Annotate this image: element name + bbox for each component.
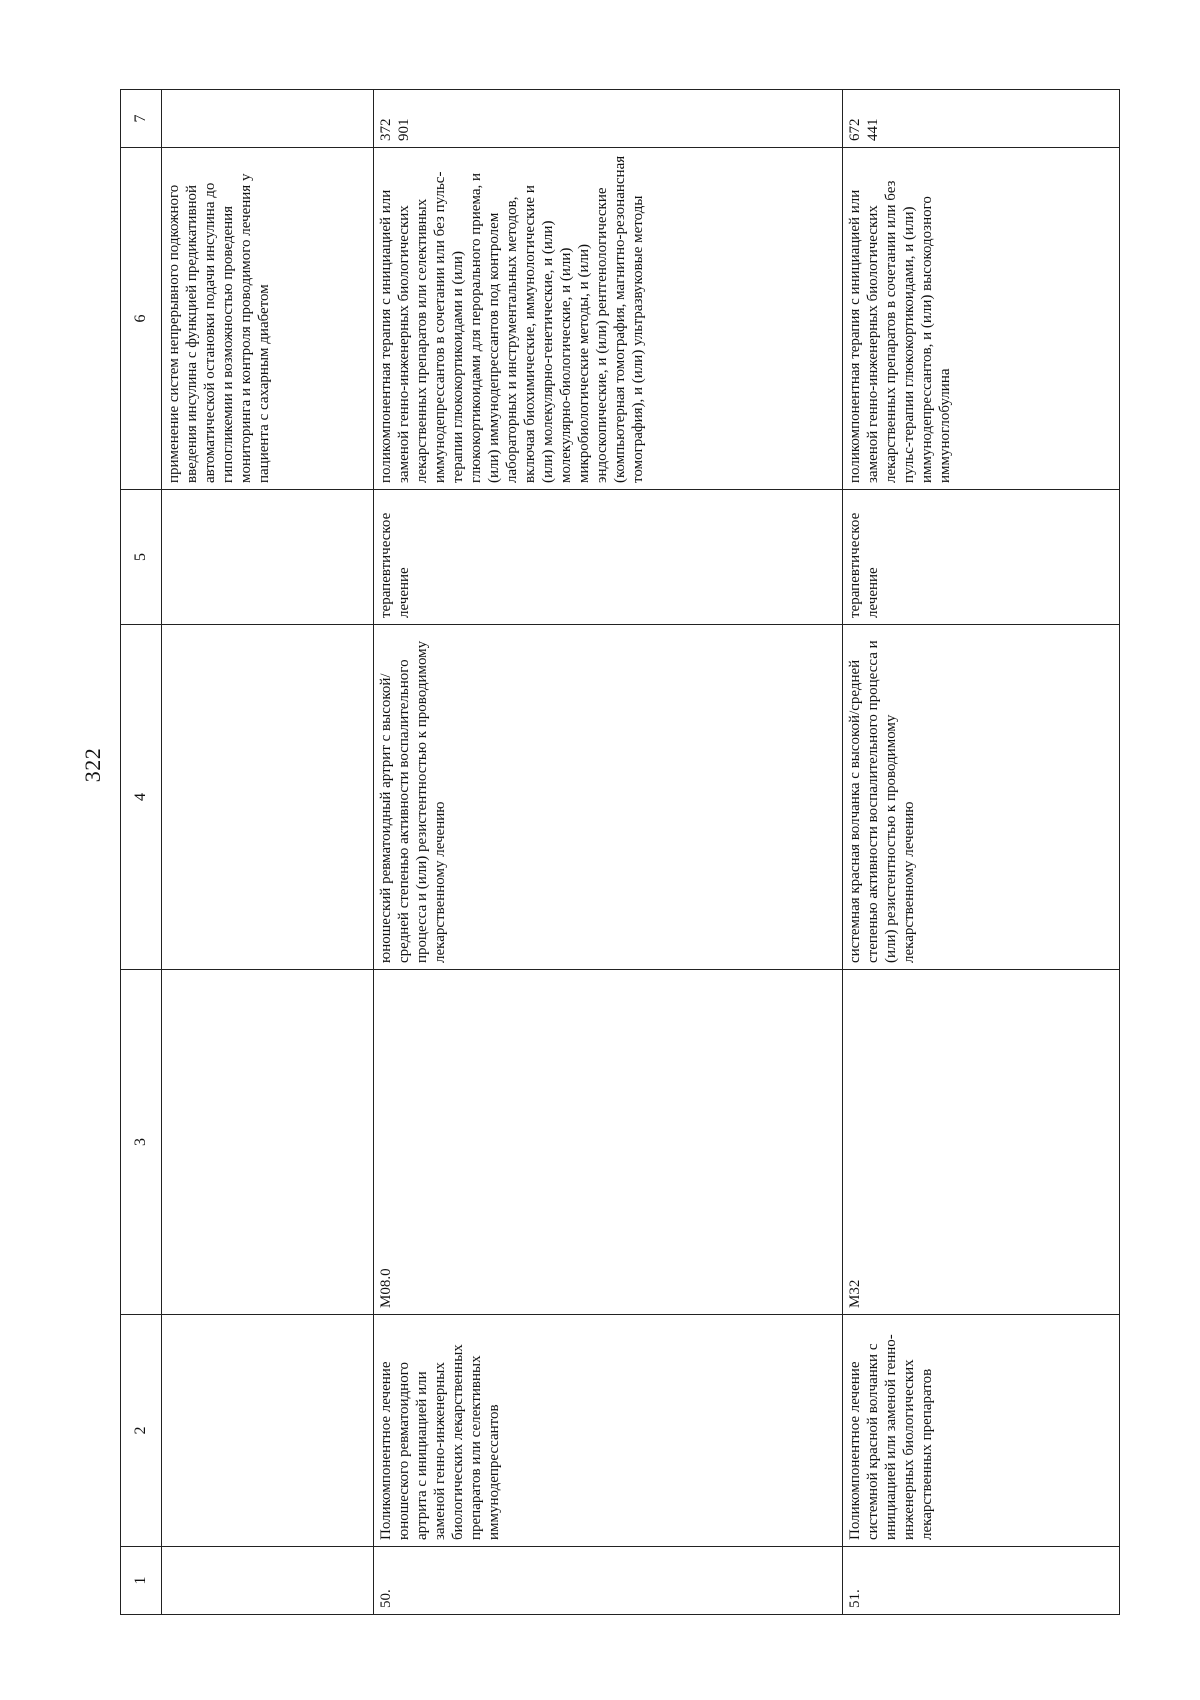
cell-cost: 372 901 [374,90,843,148]
column-header-5: 5 [121,490,162,625]
column-header-6: 6 [121,148,162,490]
page-number: 322 [80,747,105,783]
medical-care-table [120,89,1120,1615]
cell-icd-code [162,970,374,1315]
cell-patient-model [162,625,374,970]
cell-patient-model: системная красная волчанка с высокой/средней степенью активности воспалительного процесса и (или) резистентностью к проводимому лекарственному лечению [843,625,1120,970]
column-number-row [121,90,162,1615]
cell-number: 50. [374,1547,843,1615]
cell-treatment-type: терапевтическое лечение [843,490,1120,625]
cell-care-type [162,1315,374,1547]
column-header-1: 1 [121,1547,162,1615]
cell-treatment-type: терапевтическое лечение [374,490,843,625]
column-header-4: 4 [121,625,162,970]
table-row [374,90,843,1615]
cell-patient-model: юношеский ревматоидный артрит с высокой/средней степенью активности воспалительного процесса и (или) резистентностью к проводимому лекарственному лечению [374,625,843,970]
table-row-continuation [162,90,374,1615]
cell-number: 51. [843,1547,1120,1615]
cell-care-type: Поликомпонентное лечение юношеского ревматоидного артрита с инициацией или заменой генно-инженерных биологических лекарственных препаратов или селективных иммунодепрессантов [374,1315,843,1547]
cell-treatment-method: поликомпонентная терапия с инициацией или заменой генно-инженерных биологических лекарственных препаратов или селективных иммунодепрессантов в сочетании или без пульс-терапии глюкокортикоидами и (или) глюкокортикоидами для перорального приема, и (или) иммунодепрессантов под контролем лабораторных и инструментальных методов, включая биохимические, иммунологические и (или) молекулярно-генетические, и (или) молекулярно-биологические, и (или) микробиологические методы, и (или) эндоскопические, и (или) рентгенологические (компьютерная томография, магнитно-резонансная томография), и (или) ультразвуковые методы [374,148,843,490]
cell-treatment-type [162,490,374,625]
column-header-3: 3 [121,970,162,1315]
table-row [843,90,1120,1615]
cell-cost: 672 441 [843,90,1120,148]
column-header-2: 2 [121,1315,162,1547]
cell-cost [162,90,374,148]
cell-treatment-method: применение систем непрерывного подкожного введения инсулина с функцией предикативной автоматической остановки подачи инсулина до гипогликемии и возможностью проведения мониторинга и контроля проводимого лечения у пациента с сахарным диабетом [162,148,374,490]
cell-icd-code: M08.0 [374,970,843,1315]
column-header-7: 7 [121,90,162,148]
cell-icd-code: M32 [843,970,1120,1315]
cell-care-type: Поликомпонентное лечение системной красной волчанки с инициацией или заменой генно-инженерных биологических лекарственных препаратов [843,1315,1120,1547]
cell-number [162,1547,374,1615]
cell-treatment-method: поликомпонентная терапия с инициацией или заменой генно-инженерных биологических лекарственных препаратов в сочетании или без пульс-терапии глюкокортикоидами, и (или) иммунодепрессантов, и (или) высокодозного иммуноглобулина [843,148,1120,490]
